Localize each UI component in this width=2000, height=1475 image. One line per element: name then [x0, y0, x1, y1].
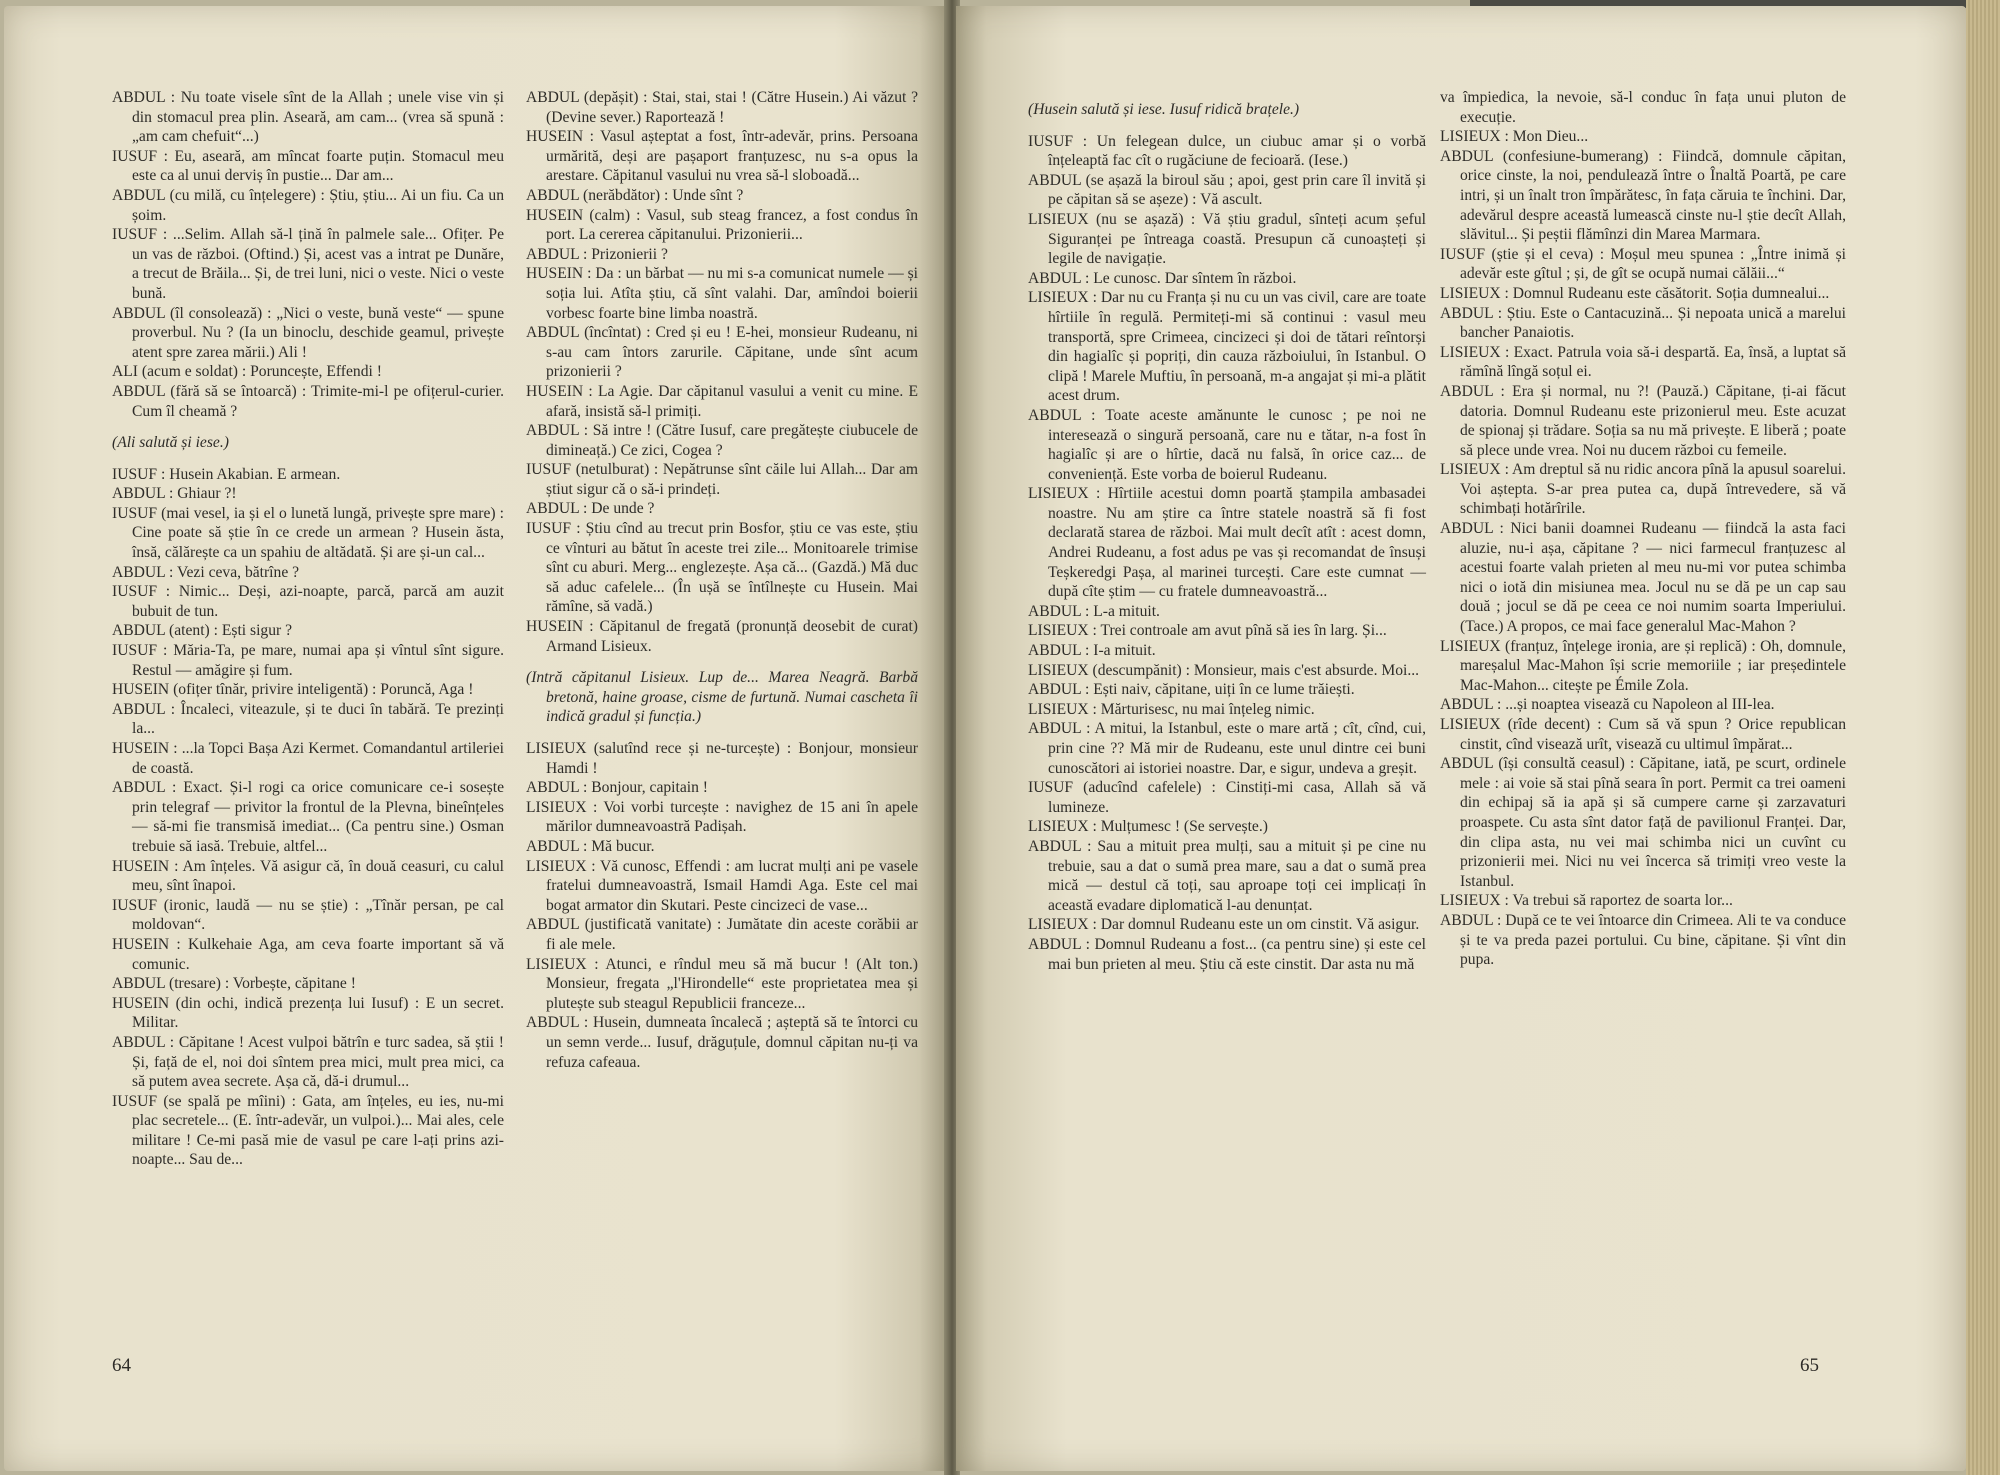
dialogue-line: ABDUL (se așază la biroul său ; apoi, gest prin care îl invită și pe căpitan să se așeze) : Vă ascult.	[1028, 171, 1426, 209]
dialogue-line: LISIEUX : Vă cunosc, Effendi : am lucrat mulți ani pe vasele fratelui dumneavoastră, Ismail Hamdi Aga. Este cel mai bogat armator din Skutari. Peste cincizeci de vase...	[526, 857, 918, 914]
dialogue-line: ABDUL : Să intre ! (Către Iusuf, care pregătește ciubucele de dimineață.) Ce zici, Cogea ?	[526, 422, 918, 459]
dialogue-line: LISIEUX : Dar domnul Rudeanu este un om cinstit. Vă asigur.	[1028, 916, 1420, 934]
dialogue-line: ABDUL : Toate aceste amănunte le cunosc ; pe noi ne interesează o singură persoană, care nu e tătar, n-a fost în hagialîc și are o hîrtie, dacă nu falsă, în orice caz... de conveniență. Este vorba de boierul Rudeanu.	[1028, 406, 1426, 483]
dialogue-line: ABDUL : Nu toate visele sînt de la Allah ; unele vise vin și din stomacul prea plin. Aseară, am cam... (vrea să spună : „am cam chefuit“...)	[112, 89, 504, 146]
dialogue-line: ABDUL : Mă bucur.	[526, 837, 655, 855]
dialogue-line: ABDUL (îl consolează) : „Nici o veste, bună veste“ — spune proverbul. Nu ? (Ia un binoclu, deschide geamul, privește atent spre zarea mării.) Ali !	[112, 304, 504, 361]
text-column-1	[112, 88, 504, 1170]
dialogue-line: IUSUF (aducînd cafelele) : Cinstiți-mi casa, Allah să vă lumineze.	[1028, 779, 1426, 816]
dialogue-line: LISIEUX : Va trebui să raportez de soarta lor...	[1440, 892, 1733, 910]
page-fore-edge	[1966, 0, 2000, 1475]
dialogue-line: IUSUF (se spală pe mîini) : Gata, am înțeles, eu ies, nu-mi plac secretele... (E. într-adevăr, un vulpoi.)... Mai ales, cele militare ! Ce-mi pasă mie de vasul pe care l-ați prins azi-noapte... Sau de...	[112, 1092, 504, 1169]
dialogue-line: IUSUF : Husein Akabian. E armean.	[112, 465, 341, 483]
dialogue-line: LISIEUX (salutînd rece și ne-turcește) : Bonjour, monsieur Hamdi !	[526, 740, 918, 777]
dialogue-line: ABDUL : I-a mituit.	[1028, 642, 1156, 660]
dialogue-line: ABDUL : Prizonierii ?	[526, 245, 668, 263]
dialogue-line: HUSEIN : Am înțeles. Vă asigur că, în două ceasuri, cu calul meu, sînt înapoi.	[112, 857, 504, 895]
dialogue-line: LISIEUX : Hîrtiile acestui domn poartă ștampila ambasadei noastre. Nu am știre ca între statele noastră să fi fost declarată starea de război. Mai mult decît atît : acest domn, Andrei Rudeanu, a fost adus pe vas și recomandat de însuși Teșkeredgi Pașa, al marinei turcești. Care este cumnat — după cîte știm — cu fratele dumneavoastră...	[1028, 485, 1426, 601]
dialogue-line: IUSUF : ...Selim. Allah să-l țină în palmele sale... Ofițer. Pe un vas de război. (Oftind.) Și, acest vas a intrat pe Dunăre, a trecut de Brăila... Și, de trei luni, nici o veste. Nici o veste bună.	[112, 226, 504, 302]
dialogue-line: ABDUL : L-a mituit.	[1028, 602, 1160, 620]
dialogue-line: LISIEUX : Am dreptul să nu ridic ancora pînă la apusul soarelui. Voi aștepta. S-ar prea putea ca, după întrevedere, să vă schimbați hotărîrile.	[1440, 461, 1846, 518]
text-column-4	[1440, 88, 1846, 970]
dialogue-line: IUSUF : Nimic... Deși, azi-noapte, parcă, parcă am auzit bubuit de tun.	[112, 583, 504, 620]
dialogue-line: LISIEUX : Mon Dieu...	[1440, 128, 1589, 146]
dialogue-line: HUSEIN : Căpitanul de fregată (pronunță deosebit de curat) Armand Lisieux.	[526, 618, 918, 655]
dialogue-line: LISIEUX : Voi vorbi turcește : navighez de 15 ani în apele mărilor dumneavoastră Padișah.	[526, 798, 918, 836]
dialogue-line: va împiedica, la nevoie, să-l conduc în fața unui pluton de execuție.	[1440, 89, 1846, 126]
dialogue-line: ABDUL : Era și normal, nu ?! (Pauză.) Căpitane, ți-ai făcut datoria. Domnul Rudeanu este prizonierul meu. Este acuzat de spionaj și trădare. Soția sa nu mă privește. E liberă ; poate să plece unde vrea. Noi nu ducem război cu femeile.	[1440, 382, 1846, 459]
dialogue-line: IUSUF : Știu cînd au trecut prin Bosfor, știu ce vas este, știu ce vînturi au bătut în aceste trei zile... Monitoarele trimise sînt cu aburi. Merg... englezește. Așa că... (Gazdă.) Mă duc să aduc cafelele... (În ușă se întîlnește cu Husein. Mai rămîne, să vadă.)	[526, 520, 918, 616]
dialogue-line: ABDUL : ...și noaptea visează cu Napoleon al III-lea.	[1440, 696, 1775, 714]
dialogue-line: LISIEUX : Trei controale am avut pînă să ies în larg. Și...	[1028, 622, 1387, 640]
dialogue-line: IUSUF (ironic, laudă — nu se știe) : „Tînăr persan, pe cal moldovan“.	[112, 896, 504, 934]
dialogue-line: ABDUL (cu milă, cu înțelegere) : Știu, știu... Ai un fiu. Ca un șoim.	[112, 186, 504, 224]
dialogue-line: HUSEIN : La Agie. Dar căpitanul vasului a venit cu mine. E afară, insistă să-l primiți.	[526, 382, 918, 420]
dialogue-line: HUSEIN (ofițer tînăr, privire inteligentă) : Poruncă, Aga !	[112, 681, 474, 699]
stage-direction: (Intră căpitanul Lisieux. Lup de... Marea Neagră. Barbă bretonă, haine groase, cisme de furtună. Numai caschetа îi indică gradul și funcția.)	[526, 669, 918, 726]
dialogue-line: ABDUL : Le cunosc. Dar sîntem în război.	[1028, 269, 1297, 287]
dialogue-line: ABDUL : A mitui, la Istanbul, este o mare artă ; cît, cînd, cui, prin cine ?? Mă mir de Rudeanu, este unul dintre cei buni cunoscători ai istoriei noastre. Dar, e sigur, undeva a greșit.	[1028, 720, 1426, 777]
dialogue-line: HUSEIN : Da : un bărbat — nu mi s-a comunicat numele — și soția lui. Atîta știu, că sînt valahi. Dar, amîndoi boierii vorbesc foarte bine limba noastră.	[526, 265, 918, 322]
dialogue-line: ABDUL : După ce te vei întoarce din Crimeea. Ali te va conduce și te va preda pazei portului. Cu bine, căpitane. Și vînt din pupa.	[1440, 911, 1847, 969]
dialogue-line: LISIEUX : Mărturisesc, nu mai înțeleg nimic.	[1028, 700, 1315, 718]
dialogue-line: IUSUF (netulburat) : Nepătrunse sînt căile lui Allah... Dar am știut sigur că o să-i prindeți.	[526, 461, 918, 498]
dialogue-line: HUSEIN (din ochi, indică prezența lui Iusuf) : E un secret. Militar.	[112, 994, 504, 1032]
dialogue-line: ABDUL : Husein, dumneata încalecă ; așteptă să te întorci cu un semn verde... Iusuf, drăguțule, domnul căpitan nu-ți va refuza cafeaua.	[526, 1014, 918, 1071]
dialogue-line: HUSEIN : Vasul așteptat a fost, într-adevăr, prins. Persoana urmărită, deși are pașaport franțuzesc, nu s-a opus la arestare. Căpitanul vasului nu vrea să-l sloboadă...	[526, 128, 918, 185]
dialogue-line: ABDUL : Încaleci, viteazule, și te duci în tabără. Te prezinți la...	[112, 700, 504, 738]
dialogue-line: ABDUL : Domnul Rudeanu a fost... (ca pentru sine) și este cel mai bun prieten al meu. Știu că este cinstit. Dar asta nu mă	[1028, 935, 1426, 973]
dialogue-line: ABDUL : Știu. Este o Cantacuzină... Și nepoata unică a marelui bancher Panaiotis.	[1440, 304, 1846, 342]
dialogue-line: LISIEUX : Dar nu cu Franța și nu cu un vas civil, care are toate hîrtiile în regulă. Permiteți-mi să continui : vasul meu transportă, spre Crimeea, cincizeci și doi de tătari reîntorși din hagialîc și popriți, din cauza războiului, în Istanbul. O clipă ! Marele Muftiu, în persoană, m-a angajat și mi-a plătit acest drum.	[1028, 289, 1426, 405]
dialogue-line: LISIEUX (nu se așază) : Vă știu gradul, sînteți acum șeful Siguranței pe întreaga coastă. Presupun că cunoașteți și legile de navigație.	[1028, 210, 1426, 268]
dialogue-line: HUSEIN : Kulkehaie Aga, am ceva foarte important să vă comunic.	[112, 935, 504, 973]
dialogue-line: ABDUL : Ești naiv, căpitane, uiți în ce lume trăiești.	[1028, 681, 1355, 699]
dialogue-line: HUSEIN (calm) : Vasul, sub steag francez, a fost condus în port. La cererea căpitanului. Prizonierii...	[526, 206, 918, 244]
dialogue-line: ABDUL (fără să se întoarcă) : Trimite-mi-l pe ofițerul-curier. Cum îl cheamă ?	[112, 382, 504, 420]
dialogue-line: ABDUL (își consultă ceasul) : Căpitane, iată, pe scurt, ordinele mele : ai voie să stai pînă seara în port. Permit ca trei oameni din echipaj să ia apă și să cumpere carne și zarzavaturi proaspete. Cu asta sînt dator față de pavilionul Franței. Dar, din clipa asta, nu vei mai schimba nici un cuvînt cu prizonierii mei. Nici nu vei încerca să trimiți vreo veste la Istanbul.	[1440, 755, 1846, 890]
dialogue-line: IUSUF : Un felegean dulce, un ciubuc amar și o vorbă înțeleaptă fac cît o rugăciune de fecioară. (Iese.)	[1028, 132, 1426, 170]
dialogue-line: ABDUL (nerăbdător) : Unde sînt ?	[526, 186, 744, 204]
dialogue-line: ABDUL : Exact. Și-l rogi ca orice comunicare ce-i sosește prin telegraf — privitor la frontul de la Plevna, bineînțeles — să-mi fie transmisă imediat... (Ca pentru sine.) Osman trebuie să iasă. Trebuie, altfel...	[112, 779, 504, 855]
dialogue-line: ABDUL : De unde ?	[526, 500, 655, 518]
dialogue-line: ABDUL : Ghiaur ?!	[112, 485, 237, 503]
dialogue-line: LISIEUX : Domnul Rudeanu este căsătorit. Soția dumnealui...	[1440, 284, 1830, 302]
dialogue-line: ABDUL : Nici banii doamnei Rudeanu — fiindcă la asta faci aluzie, nu-i așa, căpitane ? — nici farmecul franțuzesc al acestui foarte valah prieten al meu nu-mi vor putea schimba nici o iotă din misiunea mea. Jocul nu se dă pe un cap sau două ; jocul se dă pe ceea ce noi numim soarta Imperiului. (Tace.) A propos, ce mai face generalul Mac-Mahon ?	[1440, 520, 1846, 636]
text-column-3	[1028, 88, 1426, 974]
dialogue-line: LISIEUX (franțuz, înțelege ironia, are și replică) : Oh, domnule, mareșalul Mac-Mahon își scrie memoriile ; iar președintele Mac-Mahon... citește pe Émile Zola.	[1440, 637, 1846, 694]
dialogue-line: LISIEUX : Mulțumesc ! (Se servește.)	[1028, 818, 1268, 836]
dialogue-line: ABDUL (depășit) : Stai, stai, stai ! (Către Husein.) Ai văzut ? (Devine sever.) Raportează !	[526, 89, 918, 126]
dialogue-line: LISIEUX (descumpănit) : Monsieur, mais c'est absurde. Moi...	[1028, 661, 1420, 679]
dialogue-line: IUSUF (mai vesel, ia și el o lunetă lungă, privește spre mare) : Cine poate să știe în ce crede un armean ? Husein ăsta, însă, călărește ca un spahiu de altădată. Și are și-un cal...	[112, 504, 504, 562]
dialogue-line: LISIEUX : Atunci, e rîndul meu să mă bucur ! (Alt ton.) Monsieur, fregata „l'Hirondelle“ este proprietatea mea și plutește sub steagul Republicii franceze...	[526, 955, 918, 1012]
dialogue-line: IUSUF (știe și el ceva) : Moșul meu spunea : „Între inimă și adevăr este gîtul ; și, de gît se ocupă numai călăii...“	[1440, 245, 1846, 283]
page-number-left: 64	[112, 1355, 131, 1376]
dialogue-line: ALI (acum e soldat) : Poruncește, Effendi !	[112, 363, 382, 381]
dialogue-line: IUSUF : Măria-Ta, pe mare, numai apa și vîntul sînt sigure. Restul — amăgire și fum.	[112, 642, 504, 679]
dialogue-line: HUSEIN : ...la Topci Bașa Azi Kermet. Comandantul artileriei de coastă.	[112, 740, 504, 777]
dialogue-line: ABDUL : Căpitane ! Acest vulpoi bătrîn e turc sadea, să știi ! Și, față de el, noi doi sîntem prea mici, mult prea mici, ca să putem avea secrete. Așa că, dă-i drumul...	[112, 1033, 504, 1091]
dialogue-line: LISIEUX (rîde decent) : Cum să vă spun ? Orice republican cinstit, cînd visează urît, visează cu ultimul împărat...	[1440, 716, 1846, 753]
dialogue-line: LISIEUX : Exact. Patrula voia să-i despartă. Ea, însă, a luptat să rămînă lîngă soțul ei.	[1440, 343, 1846, 381]
text-column-2	[526, 88, 918, 1072]
stage-direction: (Ali salută și iese.)	[112, 434, 229, 452]
dialogue-line: ABDUL (confesiune-bumerang) : Fiindcă, domnule căpitan, orice cinste, la noi, pendulează între o Înaltă Poartă, pe care intri, și un înalt tron împărătesc, în fața căruia te închini. Dar, adevărul despre această lumească cinste nu-l știe decît Allah, slăvitul... Și peștii flămînzi din Marea Marmara.	[1440, 147, 1846, 244]
dialogue-line: ABDUL (încîntat) : Cred și eu ! E-hei, monsieur Rudeanu, ni s-au cam întors zarurile. Căpitane, unde sînt acum prizonierii ?	[526, 324, 918, 381]
dialogue-line: IUSUF : Eu, aseară, am mîncat foarte puțin. Stomacul meu este ca al unui derviș în pustie... Dar am...	[112, 147, 504, 185]
dialogue-line: ABDUL (atent) : Ești sigur ?	[112, 622, 293, 640]
dialogue-line: ABDUL : Bonjour, capitain !	[526, 779, 708, 797]
dialogue-line: ABDUL (justificată vanitate) : Jumătate din aceste corăbii ar fi ale mele.	[526, 916, 918, 953]
stage-direction: (Husein salută și iese. Iusuf ridică brațele.)	[1028, 101, 1300, 118]
dialogue-line: ABDUL : Sau a mituit prea mulți, sau a mituit și pe cine nu trebuie, sau a dat o sumă prea mare, sau a dat o sumă prea mică — destul că toți, sau aproape toți cei implicați în această evadare diplomatică l-au denunțat.	[1028, 837, 1426, 914]
page-number-right: 65	[1800, 1355, 1819, 1376]
dialogue-line: ABDUL (tresare) : Vorbește, căpitane !	[112, 975, 356, 993]
dialogue-line: ABDUL : Vezi ceva, bătrîne ?	[112, 563, 300, 581]
